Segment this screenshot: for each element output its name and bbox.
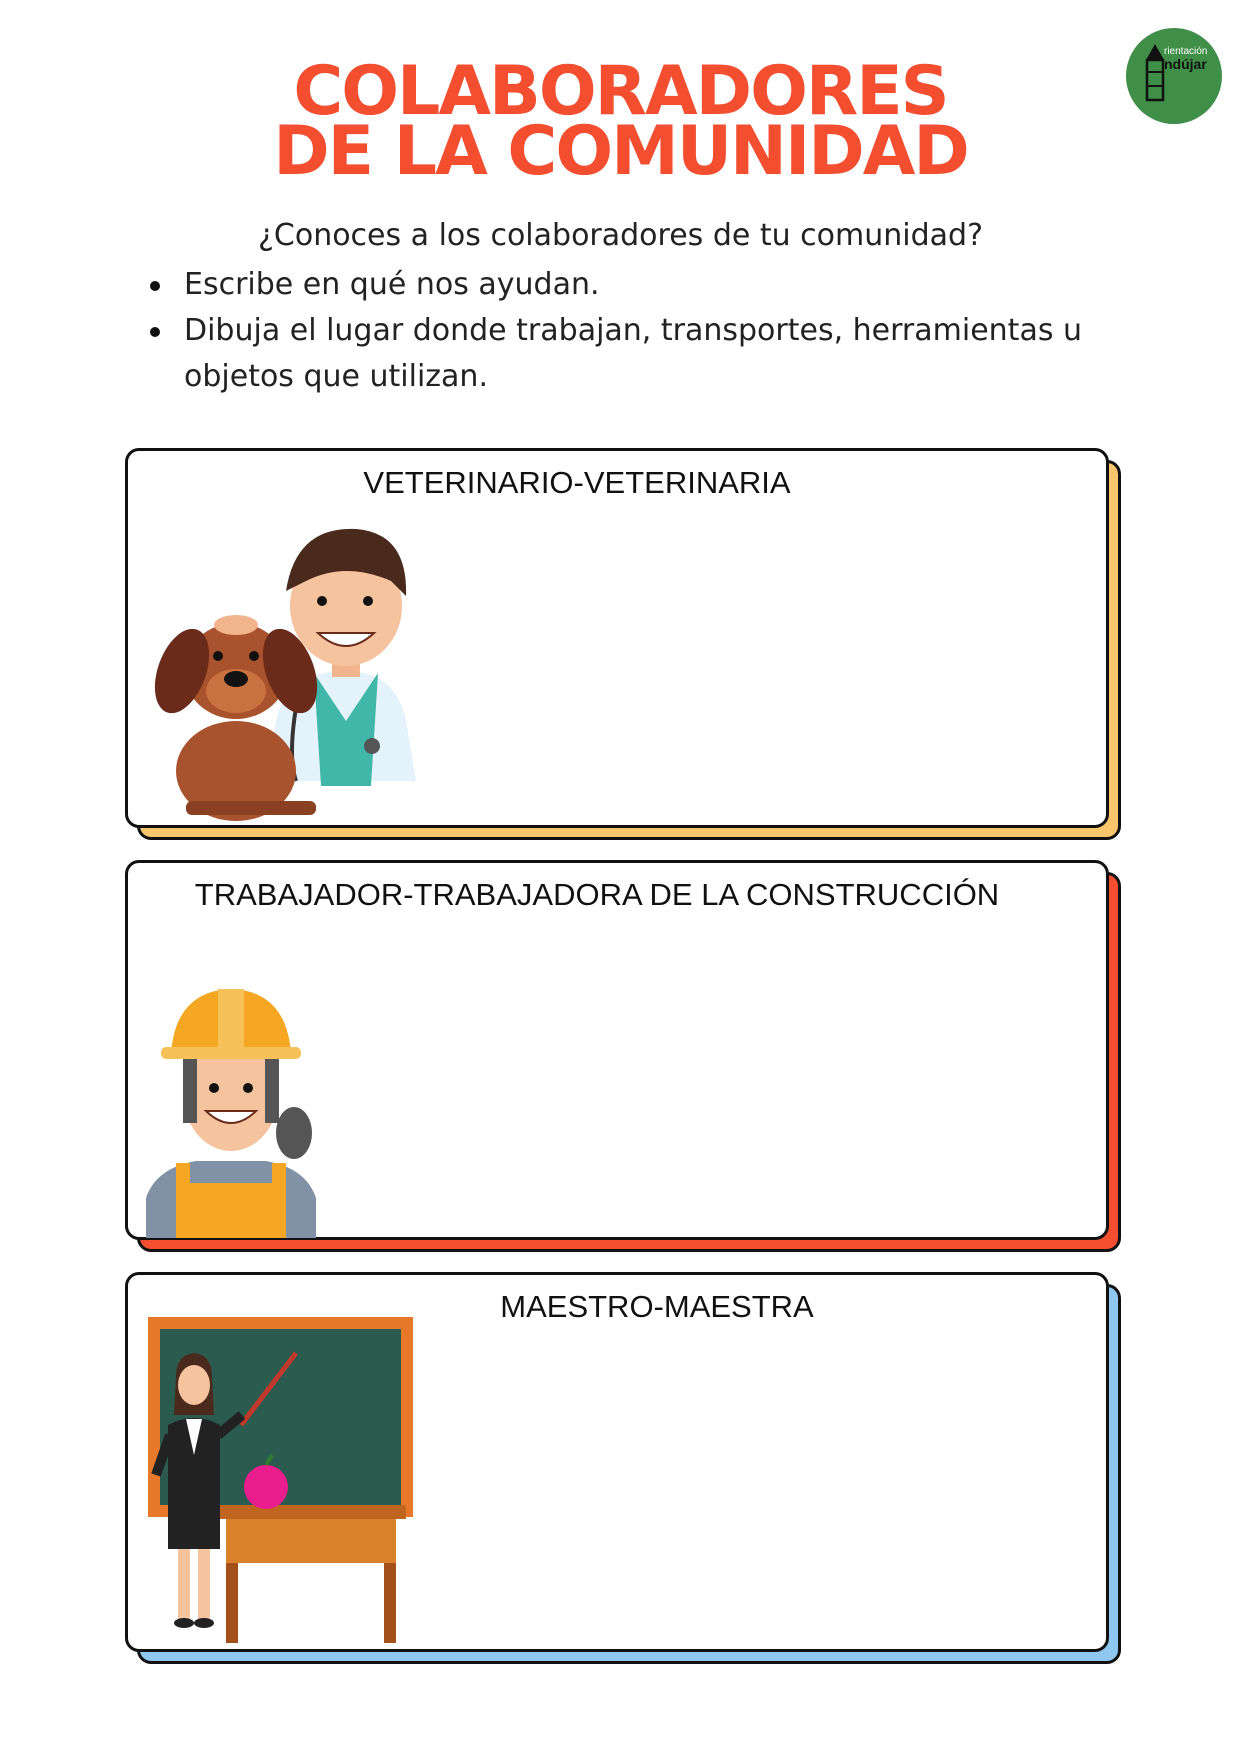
page-title-line2: DE LA COMUNIDAD	[273, 112, 968, 191]
card-title: MAESTRO-MAESTRA	[500, 1289, 814, 1324]
card-title: VETERINARIO-VETERINARIA	[363, 465, 791, 500]
instruction-item: Escribe en qué nos ayudan.	[150, 262, 1100, 308]
card-body	[125, 448, 1109, 828]
orientacion-andujar-logo	[1126, 28, 1222, 124]
card-title: TRABAJADOR-TRABAJADORA DE LA CONSTRUCCIÓN	[194, 877, 1000, 912]
vet-with-dog-illustration	[146, 521, 416, 821]
teacher-at-blackboard-illustration	[146, 1315, 416, 1645]
logo-text-bottom: ndújar	[1164, 56, 1207, 72]
card-body	[125, 1272, 1109, 1652]
card-maestro	[125, 1272, 1123, 1657]
card-construccion	[125, 860, 1123, 1245]
intro-question: ¿Conoces a los colaboradores de tu comunidad?	[257, 218, 984, 253]
card-veterinario	[125, 448, 1123, 833]
card-body	[125, 860, 1109, 1240]
instruction-item: Dibuja el lugar donde trabajan, transportes, herramientas u objetos que utilizan.	[150, 308, 1100, 400]
logo-text-top: rientación	[1164, 46, 1208, 57]
page-title-line1: COLABORADORES	[293, 52, 948, 131]
instruction-list	[150, 262, 1100, 400]
construction-worker-illustration	[146, 983, 316, 1238]
pencil-icon	[1144, 42, 1166, 106]
